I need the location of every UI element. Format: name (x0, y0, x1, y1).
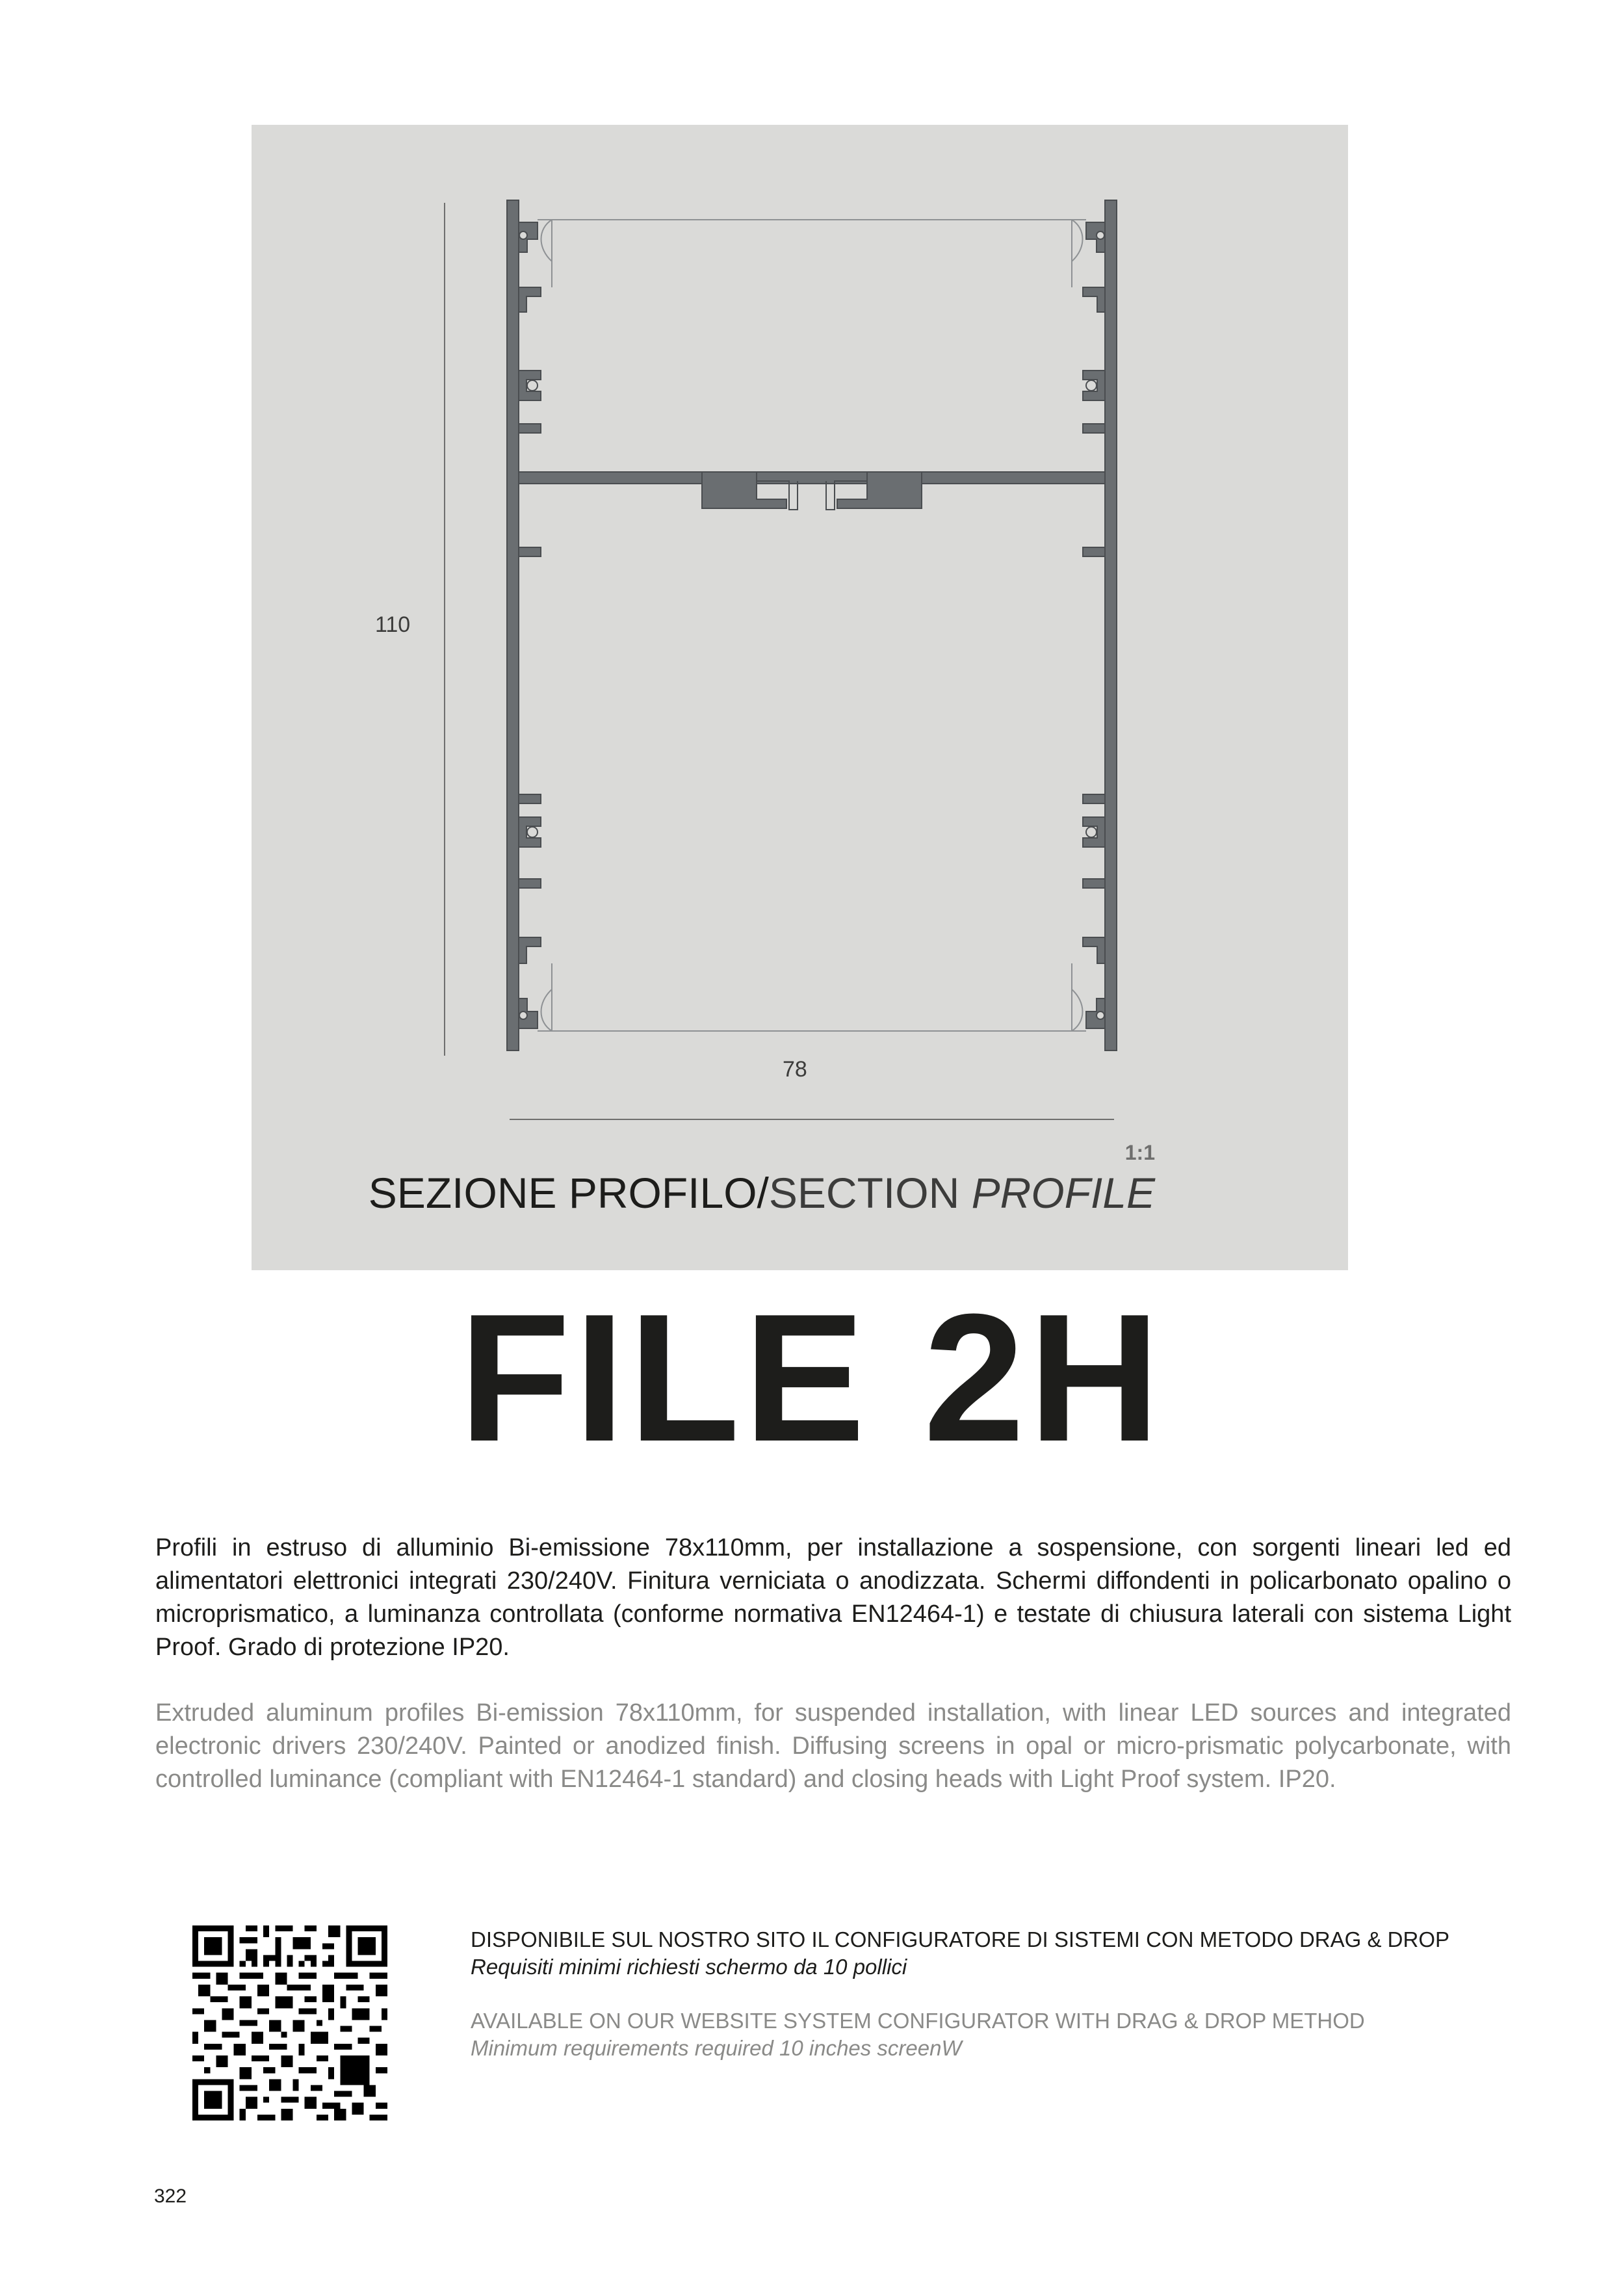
product-title: FILE 2H (459, 1277, 1164, 1480)
aluminium-profile (507, 200, 1117, 1050)
section-title-english-italic: PROFILE (971, 1169, 1155, 1217)
section-drawing-panel (252, 125, 1348, 1270)
configurator-note-english (471, 2007, 1365, 2062)
screw-channels (519, 231, 1104, 1019)
profile-cross-section-drawing (252, 125, 1348, 1270)
section-profile-title (369, 1168, 1155, 1218)
drawing-scale: 1:1 (1124, 1141, 1155, 1164)
section-title-italian: SEZIONE PROFILO/ (368, 1169, 769, 1217)
configurator-requirements-english: Minimum requirements required 10 inches screenW (471, 2036, 962, 2060)
description-english: Extruded aluminum profiles Bi-emission 78x110mm, for suspended installation, with linear LED sources and integrated electronic drivers 230/240V. Painted or anodized finish. Diffusing screens in opal or micro-prismatic polycarbonate, with controlled luminance (compliant with EN12464-1 standard) and closing heads with Light Proof system. IP20. (155, 1699, 1511, 1793)
section-title-english: SECTION (768, 1169, 972, 1217)
configurator-heading-english: AVAILABLE ON OUR WEBSITE SYSTEM CONFIGURATOR WITH DRAG & DROP METHOD (471, 2009, 1365, 2033)
width-dimension-label: 78 (783, 1057, 807, 1082)
qr-code[interactable] (192, 1925, 387, 2120)
height-dimension-label: 110 (375, 612, 411, 637)
configurator-note-italian (471, 1926, 1449, 1981)
description-italian: Profili in estruso di alluminio Bi-emissione 78x110mm, per installazione a sospensione, con sorgenti lineari led ed alimentatori elettronici integrati 230/240V. Finitura verniciata o anodizzata. Schermi diffondenti in policarbonato opalino o microprismatico, a luminanza controllata (conforme normativa EN12464-1) e testate di chiusura laterali con sistema Light Proof. Grado di protezione IP20. (155, 1534, 1511, 1661)
configurator-requirements-italian: Requisiti minimi richiesti schermo da 10 pollici (471, 1955, 907, 1979)
page-number: 322 (154, 2185, 187, 2207)
diffuser-screens (538, 220, 1086, 1031)
configurator-heading-italian: DISPONIBILE SUL NOSTRO SITO IL CONFIGURATORE DI SISTEMI CON METODO DRAG & DROP (471, 1927, 1449, 1951)
